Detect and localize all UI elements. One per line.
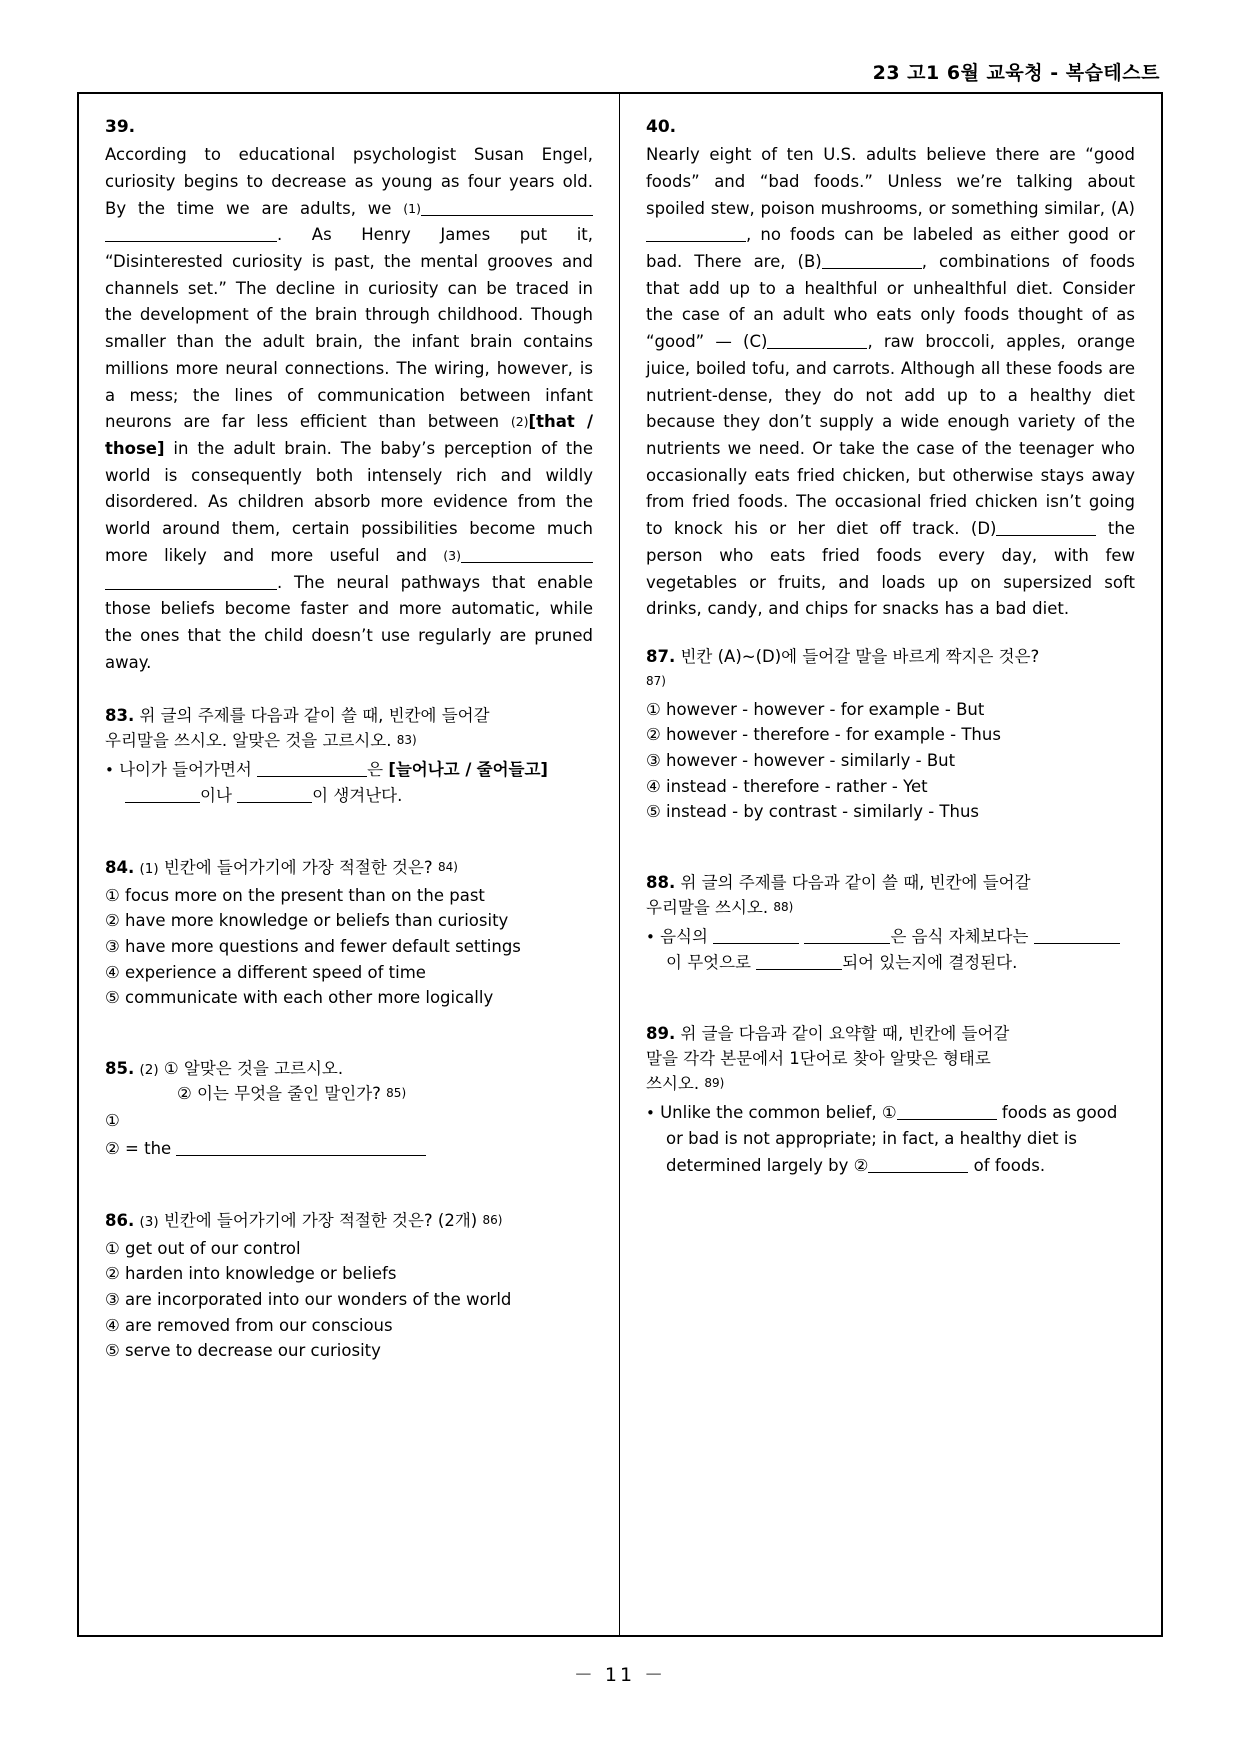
q88-blank-2 xyxy=(804,928,890,944)
q88-blank-4 xyxy=(756,954,842,970)
question-85-prompt-line1: ① 알맞은 것을 고르시오. xyxy=(163,1059,344,1079)
content-frame xyxy=(77,92,1163,1637)
q85-answer-line-2[interactable] xyxy=(105,1135,593,1163)
passage-40-part2: , no foods can be labeled as either good or bad. There are, xyxy=(646,225,1135,271)
q83-answer-text-c: [늘어나고 / xyxy=(388,759,472,779)
fill-blank-C xyxy=(767,333,867,349)
question-87-ref-row xyxy=(646,670,1135,695)
question-85-number: 85. xyxy=(105,1059,135,1079)
bullet-dot: • xyxy=(105,760,114,779)
question-88-prompt xyxy=(646,871,1135,896)
question-86-prompt xyxy=(105,1209,593,1234)
question-83 xyxy=(105,704,593,809)
q89-marker-2: ② xyxy=(853,1155,869,1175)
passage-40-part3: , combinations of foods that add up to a healthful or unhealthful diet. Consider the case of an adult who eats only foods thought of as “good” — xyxy=(646,251,1136,352)
passage-39-part4: . The neural pathways that enable those beliefs become faster and more automatic, while the ones that the child doesn’t use regularly are pruned away. xyxy=(105,572,593,672)
q89-marker-1: ① xyxy=(881,1102,897,1122)
q84-choice-4[interactable]: ④ experience a different speed of time xyxy=(105,962,426,982)
question-88-number: 88. xyxy=(646,873,676,893)
bullet-dot: • xyxy=(646,1103,655,1122)
left-column xyxy=(79,94,620,1635)
q87-choice-2[interactable]: ② however - therefore - for example - Thus xyxy=(646,725,1001,745)
blank-marker-2: (2) xyxy=(510,414,529,430)
question-85 xyxy=(105,1057,593,1163)
blank-marker-D: (D) xyxy=(970,519,997,539)
question-87-prompt-text: 빈칸 (A)~(D)에 들어갈 말을 바르게 짝지은 것은? xyxy=(680,647,1040,667)
question-86-number: 86. xyxy=(105,1210,135,1230)
q89-blank-1 xyxy=(897,1104,997,1120)
question-84-prompt-text: 빈칸에 들어가기에 가장 적절한 것은? xyxy=(163,857,433,877)
question-83-number: 83. xyxy=(105,706,135,726)
question-83-prompt-line2: 우리말을 쓰시오. 알맞은 것을 고르시오. xyxy=(105,731,392,751)
passage-39-text xyxy=(105,142,593,676)
fill-blank-3b xyxy=(105,574,277,590)
bracket-choice-2: [that / those] xyxy=(105,412,594,458)
q88-answer-text-d: 무엇으로 xyxy=(687,953,751,973)
question-88-prompt-line2: 우리말을 쓰시오. xyxy=(646,897,769,917)
question-88-prompt-line1: 위 글의 주제를 다음과 같이 쓸 때, 빈칸에 들어갈 xyxy=(680,873,1031,893)
question-83-ref: 83) xyxy=(396,733,417,748)
question-85-marker: (2) xyxy=(139,1062,159,1079)
passage-number-39: 39. xyxy=(105,117,136,137)
question-86-ref: 86) xyxy=(482,1212,503,1227)
q83-answer-text-d: 줄어들고] xyxy=(476,759,548,779)
passage-39-part3: in the adult brain. The baby’s perception of the world is consequently both intensely rich and wildly disordered. As children absorb more evidence from the world around them, certain possibilities become much more likely and more useful and xyxy=(105,439,594,565)
q88-blank-3 xyxy=(1034,928,1120,944)
question-89-answer xyxy=(646,1100,1135,1179)
q87-choice-5[interactable]: ⑤ instead - by contrast - similarly - Thus xyxy=(646,802,980,822)
question-83-prompt-line1: 위 글의 주제를 다음과 같이 쓸 때, 빈칸에 들어갈 xyxy=(139,706,490,726)
page-number-footer: － 11 － xyxy=(573,1664,667,1686)
blank-marker-1: (1) xyxy=(403,200,422,216)
question-84-ref: 84) xyxy=(437,859,458,874)
q87-choice-1[interactable]: ① however - however - for example - But xyxy=(646,699,985,719)
passage-39-part1: According to educational psychologist Susan Engel, curiosity begins to decrease as young as four years old. By the time we are adults, we xyxy=(105,145,593,218)
two-column-layout xyxy=(79,94,1161,1635)
q83-answer-text-g: 이 생겨난다. xyxy=(312,786,403,806)
q88-answer-text-e: 되어 있는지에 결정된다. xyxy=(842,953,1018,973)
fill-blank-1b xyxy=(105,226,277,242)
fill-blank-B xyxy=(822,253,922,269)
right-column xyxy=(620,94,1161,1635)
q86-choice-1[interactable]: ① get out of our control xyxy=(105,1238,301,1258)
q89-answer-text-a: Unlike the common belief, xyxy=(660,1102,877,1122)
fill-blank-1a xyxy=(421,200,593,216)
question-85-prompt xyxy=(105,1057,593,1082)
q86-choice-5[interactable]: ⑤ serve to decrease our curiosity xyxy=(105,1341,381,1361)
q85-answer-line-1[interactable]: ① xyxy=(105,1110,120,1130)
bullet-dot: • xyxy=(646,927,655,946)
passage-40-part4: , raw broccoli, apples, orange juice, boiled tofu, and carrots. Although all these foods are nutrient-dense, they do not add up to a healthy diet because they don’t supply a wide enough variety of the nutrients we need. Or take the case of the teenager who occasionally eats fried chicken, but otherwise stays away from fried foods. The occasional fried chicken isn’t going to knock his or her diet off track. xyxy=(646,332,1136,539)
question-87-prompt xyxy=(646,645,1135,670)
question-87-choices xyxy=(646,697,1135,826)
question-89-prompt-line3-row xyxy=(646,1072,1135,1097)
q85-answer-prefix: ② = the xyxy=(105,1138,172,1158)
q86-choice-3[interactable]: ③ are incorporated into our wonders of the world xyxy=(105,1289,512,1309)
q88-blank-1 xyxy=(713,928,799,944)
q84-choice-3[interactable]: ③ have more questions and fewer default settings xyxy=(105,936,521,956)
fill-blank-3a xyxy=(461,547,593,563)
q89-answer-text-c: of foods. xyxy=(973,1155,1046,1175)
question-89-prompt-line3: 쓰시오. xyxy=(646,1073,700,1093)
q86-choice-2[interactable]: ② harden into knowledge or beliefs xyxy=(105,1264,397,1284)
question-83-answer xyxy=(105,757,593,810)
q83-blank-3 xyxy=(237,787,312,803)
question-89-prompt-line2: 말을 각각 본문에서 1단어로 찾아 알맞은 형태로 xyxy=(646,1049,991,1069)
q86-choice-4[interactable]: ④ are removed from our conscious xyxy=(105,1315,393,1335)
question-89-prompt-line2-row xyxy=(646,1047,1135,1072)
q85-answer-blank xyxy=(176,1140,426,1156)
question-88 xyxy=(646,871,1135,976)
q88-answer-text-b: 은 음식 자체보다는 xyxy=(890,926,1029,946)
question-86-choices xyxy=(105,1236,593,1365)
q88-answer-text-a: 음식의 xyxy=(660,926,708,946)
question-89-number: 89. xyxy=(646,1024,676,1044)
passage-40-part1: Nearly eight of ten U.S. adults believe there are “good foods” and “bad foods.” Unless we’re talking about spoiled stew, poison mushrooms, or something similar, xyxy=(646,145,1135,218)
question-89-ref: 89) xyxy=(704,1075,725,1090)
question-86 xyxy=(105,1209,593,1364)
page-header-title: 23 고1 6월 교육청 - 복습테스트 xyxy=(872,62,1160,84)
q83-answer-text-f: 이나 xyxy=(200,786,232,806)
passage-40-text xyxy=(646,142,1135,623)
question-89-prompt xyxy=(646,1022,1135,1047)
q84-choice-1[interactable]: ① focus more on the present than on the past xyxy=(105,885,485,905)
question-84 xyxy=(105,856,593,1011)
blank-marker-B: (B) xyxy=(797,251,822,271)
question-84-prompt xyxy=(105,856,593,881)
passage-39-part2: . As Henry James put it, “Disinterested curiosity is past, the mental grooves and channels set.” The decline in curiosity can be traced in the development of the brain through childhood. Though smaller than the adult brain, the infant brain contains millions more neural connections. The wiring, however, is a mess; the lines of communication between infant neurons are far less efficient than between xyxy=(105,225,593,432)
question-86-marker: (3) xyxy=(139,1213,159,1230)
question-84-choices xyxy=(105,883,593,1012)
q89-answer-text-b: foods as good or bad is not appropriate; in fact, a healthy diet is determined largely by xyxy=(666,1102,1118,1175)
question-84-number: 84. xyxy=(105,857,135,877)
q87-choice-3[interactable]: ③ however - however - similarly - But xyxy=(646,751,956,770)
q88-answer-text-c: 이 xyxy=(666,953,682,973)
question-84-marker: (1) xyxy=(139,860,159,877)
q83-answer-text-b: 은 xyxy=(367,759,384,779)
question-87 xyxy=(646,645,1135,825)
question-89-prompt-line1: 위 글을 다음과 같이 요약할 때, 빈칸에 들어갈 xyxy=(680,1024,1010,1044)
q83-blank-2 xyxy=(125,787,200,803)
question-86-prompt-text: 빈칸에 들어가기에 가장 적절한 것은? (2개) xyxy=(163,1210,478,1230)
question-85-ref: 85) xyxy=(386,1085,407,1100)
q84-choice-2[interactable]: ② have more knowledge or beliefs than curiosity xyxy=(105,911,509,931)
question-88-ref: 88) xyxy=(773,899,794,914)
question-85-prompt-line2-row xyxy=(105,1082,593,1107)
fill-blank-A xyxy=(646,226,746,242)
passage-number-40: 40. xyxy=(646,117,677,137)
question-85-prompt-line2: ② 이는 무엇을 줄인 말인가? xyxy=(177,1083,381,1103)
question-89 xyxy=(646,1022,1135,1178)
question-83-prompt xyxy=(105,704,593,729)
blank-marker-A: (A) xyxy=(1110,198,1135,218)
question-88-answer xyxy=(646,924,1135,977)
blank-marker-C: (C) xyxy=(743,332,768,352)
q83-blank-1 xyxy=(257,761,367,777)
q87-choice-4[interactable]: ④ instead - therefore - rather - Yet xyxy=(646,776,928,796)
passage-40-part5: the person who eats fried foods every day, with few vegetables or fruits, and loads up on supersized soft drinks, candy, and chips for snacks has a bad diet. xyxy=(646,519,1135,619)
blank-marker-3: (3) xyxy=(443,547,461,563)
question-87-number: 87. xyxy=(646,647,676,667)
q84-choice-5[interactable]: ⑤ communicate with each other more logically xyxy=(105,988,494,1008)
question-87-ref: 87) xyxy=(646,673,666,688)
q83-answer-text-a: 나이가 들어가면서 xyxy=(119,759,252,779)
question-88-prompt-line2-row xyxy=(646,896,1135,921)
q89-blank-2 xyxy=(868,1157,968,1173)
question-83-prompt-line2-row xyxy=(105,729,593,754)
fill-blank-D xyxy=(996,520,1096,536)
